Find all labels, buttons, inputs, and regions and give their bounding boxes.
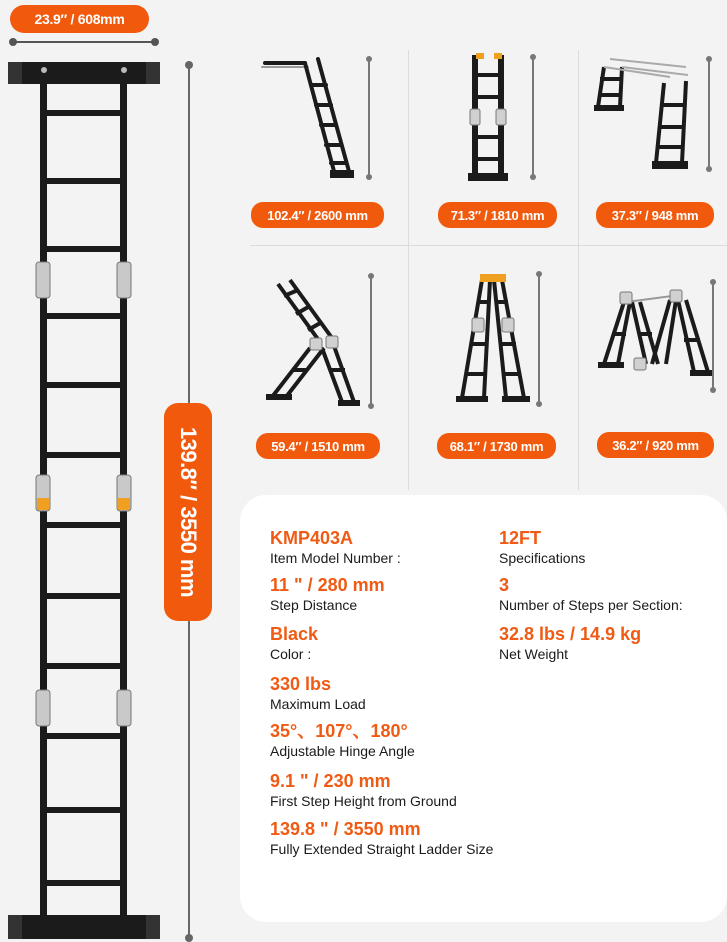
config-dimension-line [708,59,710,169]
config-dimension-line [538,274,540,404]
config-label-scaffold: 37.3″ / 948 mm [596,202,714,228]
spec-label: Adjustable Hinge Angle [270,743,415,759]
spec-label: Number of Steps per Section: [499,597,683,613]
spec-hinge-angle [270,721,415,760]
spec-label: Maximum Load [270,696,366,712]
width-dimension-label: 23.9″ / 608mm [10,5,149,33]
spec-label: First Step Height from Ground [270,793,457,809]
config-label-extension: 102.4″ / 2600 mm [251,202,384,228]
grid-divider [250,245,727,246]
spec-value: 139.8 " / 3550 mm [270,819,421,839]
spec-label: Step Distance [270,597,358,613]
config-a-frame-ladder [250,262,408,462]
spec-label: Fully Extended Straight Ladder Size [270,841,494,857]
spec-model [270,528,401,567]
spec-label: Net Weight [499,646,568,662]
spec-value: 330 lbs [270,674,332,694]
config-dimension-line [368,59,370,177]
spec-step-distance [270,575,385,614]
spec-label: Color : [270,646,312,662]
spec-value: 12FT [499,528,542,548]
config-dimension-line [370,276,372,406]
spec-extended-size [270,819,493,858]
spec-value: 11 " / 280 mm [270,575,385,595]
config-label-a-frame: 59.4″ / 1510 mm [256,433,380,459]
config-step-ladder [420,262,578,462]
config-label-folded: 71.3″ / 1810 mm [438,202,557,228]
spec-color [270,624,318,663]
spec-value: Black [270,624,319,644]
spec-steps-per-section [499,575,683,614]
spec-value: KMP403A [270,528,354,548]
height-dimension-label: 139.8″ / 3550 mm [164,403,212,621]
straight-ladder-image [0,50,170,942]
config-label-double-a-frame: 36.2″ / 920 mm [597,432,714,458]
spec-first-step-height [270,771,457,810]
spec-label: Specifications [499,550,586,566]
spec-max-load [270,674,366,713]
spec-specification [499,528,585,567]
grid-divider [408,50,409,490]
specification-card [240,495,727,922]
spec-value: 9.1 " / 230 mm [270,771,391,791]
spec-value: 35°、107°、180° [270,721,408,741]
config-dimension-line [712,282,714,390]
config-dimension-line [532,57,534,177]
grid-divider [578,50,579,490]
spec-value: 3 [499,575,510,595]
spec-net-weight [499,624,641,663]
config-label-step: 68.1″ / 1730 mm [437,433,556,459]
spec-label: Item Model Number : [270,550,401,566]
spec-value: 32.8 lbs / 14.9 kg [499,624,642,644]
width-dimension-line [12,41,156,43]
